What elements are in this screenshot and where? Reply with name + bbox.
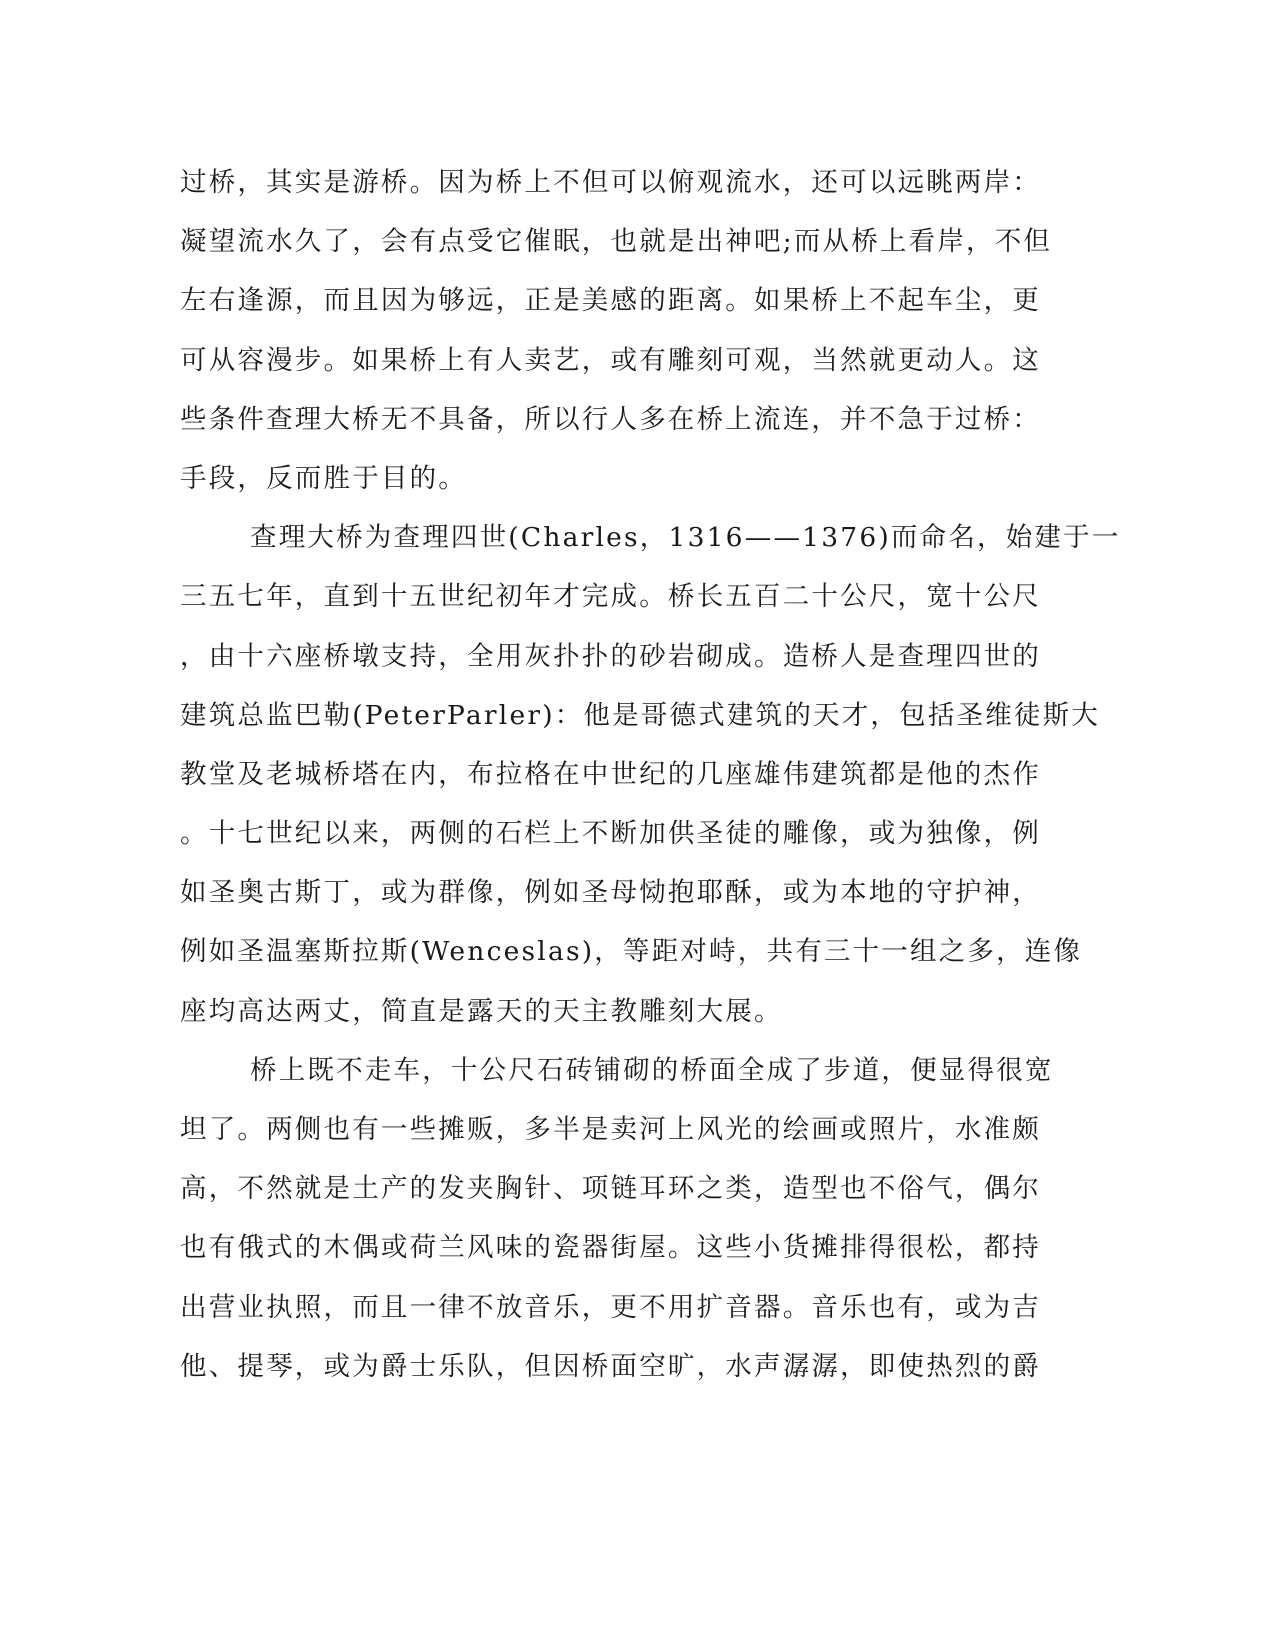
text-line: 坦了。两侧也有一些摊贩，多半是卖河上风光的绘画或照片，水准颇 [180, 1114, 1041, 1145]
paragraph-start-line: 桥上既不走车，十公尺石砖铺砌的桥面全成了步道，便显得很宽 [250, 1054, 1054, 1086]
text-line: 出营业执照，而且一律不放音乐，更不用扩音器。音乐也有，或为吉 [180, 1291, 1041, 1323]
text-line: 建筑总监巴勒(PeterParler)：他是哥德式建筑的天才，包括圣维徒斯大 [180, 699, 1101, 731]
body-text [180, 153, 1121, 1396]
text-line: 凝望流水久了，会有点受它催眠，也就是出神吧;而从桥上看岸，不但 [180, 226, 1053, 258]
text-line: 高，不然就是土产的发夹胸针、项链耳环之类，造型也不俗气，偶尔 [180, 1173, 1041, 1205]
text-line: 可从容漫步。如果桥上有人卖艺，或有雕刻可观，当然就更动人。这 [180, 344, 1041, 376]
text-line: 左右逢源，而且因为够远，正是美感的距离。如果桥上不起车尘，更 [180, 285, 1041, 317]
text-line: 座均高达两丈，简直是露天的天主教雕刻大展。 [180, 995, 783, 1027]
text-line: 些条件查理大桥无不具备，所以行人多在桥上流连，并不急于过桥： [180, 403, 1041, 435]
paragraph-start-line: 查理大桥为查理四世(Charles，1316——1376)而命名，始建于一 [250, 522, 1121, 554]
text-line: ，由十六座桥墩支持，全用灰扑扑的砂岩砌成。造桥人是查理四世的 [180, 640, 1041, 672]
text-line: 如圣奥古斯丁，或为群像，例如圣母恸抱耶酥，或为本地的守护神， [180, 877, 1041, 909]
text-line: 。十七世纪以来，两侧的石栏上不断加供圣徒的雕像，或为独像，例 [180, 818, 1041, 850]
text-line: 教堂及老城桥塔在内，布拉格在中世纪的几座雄伟建筑都是他的杰作 [180, 758, 1041, 790]
text-line: 过桥，其实是游桥。因为桥上不但可以俯观流水，还可以远眺两岸： [180, 167, 1041, 198]
text-line: 他、提琴，或为爵士乐队，但因桥面空旷，水声潺潺，即使热烈的爵 [180, 1350, 1041, 1382]
text-line: 也有俄式的木偶或荷兰风味的瓷器街屋。这些小货摊排得很松，都持 [180, 1232, 1041, 1264]
text-line: 例如圣温塞斯拉斯(Wenceslas)，等距对峙，共有三十一组之多，连像 [180, 936, 1083, 968]
text-line: 三五七年，直到十五世纪初年才完成。桥长五百二十公尺，宽十公尺 [180, 581, 1041, 613]
text-line: 手段，反而胜于目的。 [180, 462, 467, 494]
